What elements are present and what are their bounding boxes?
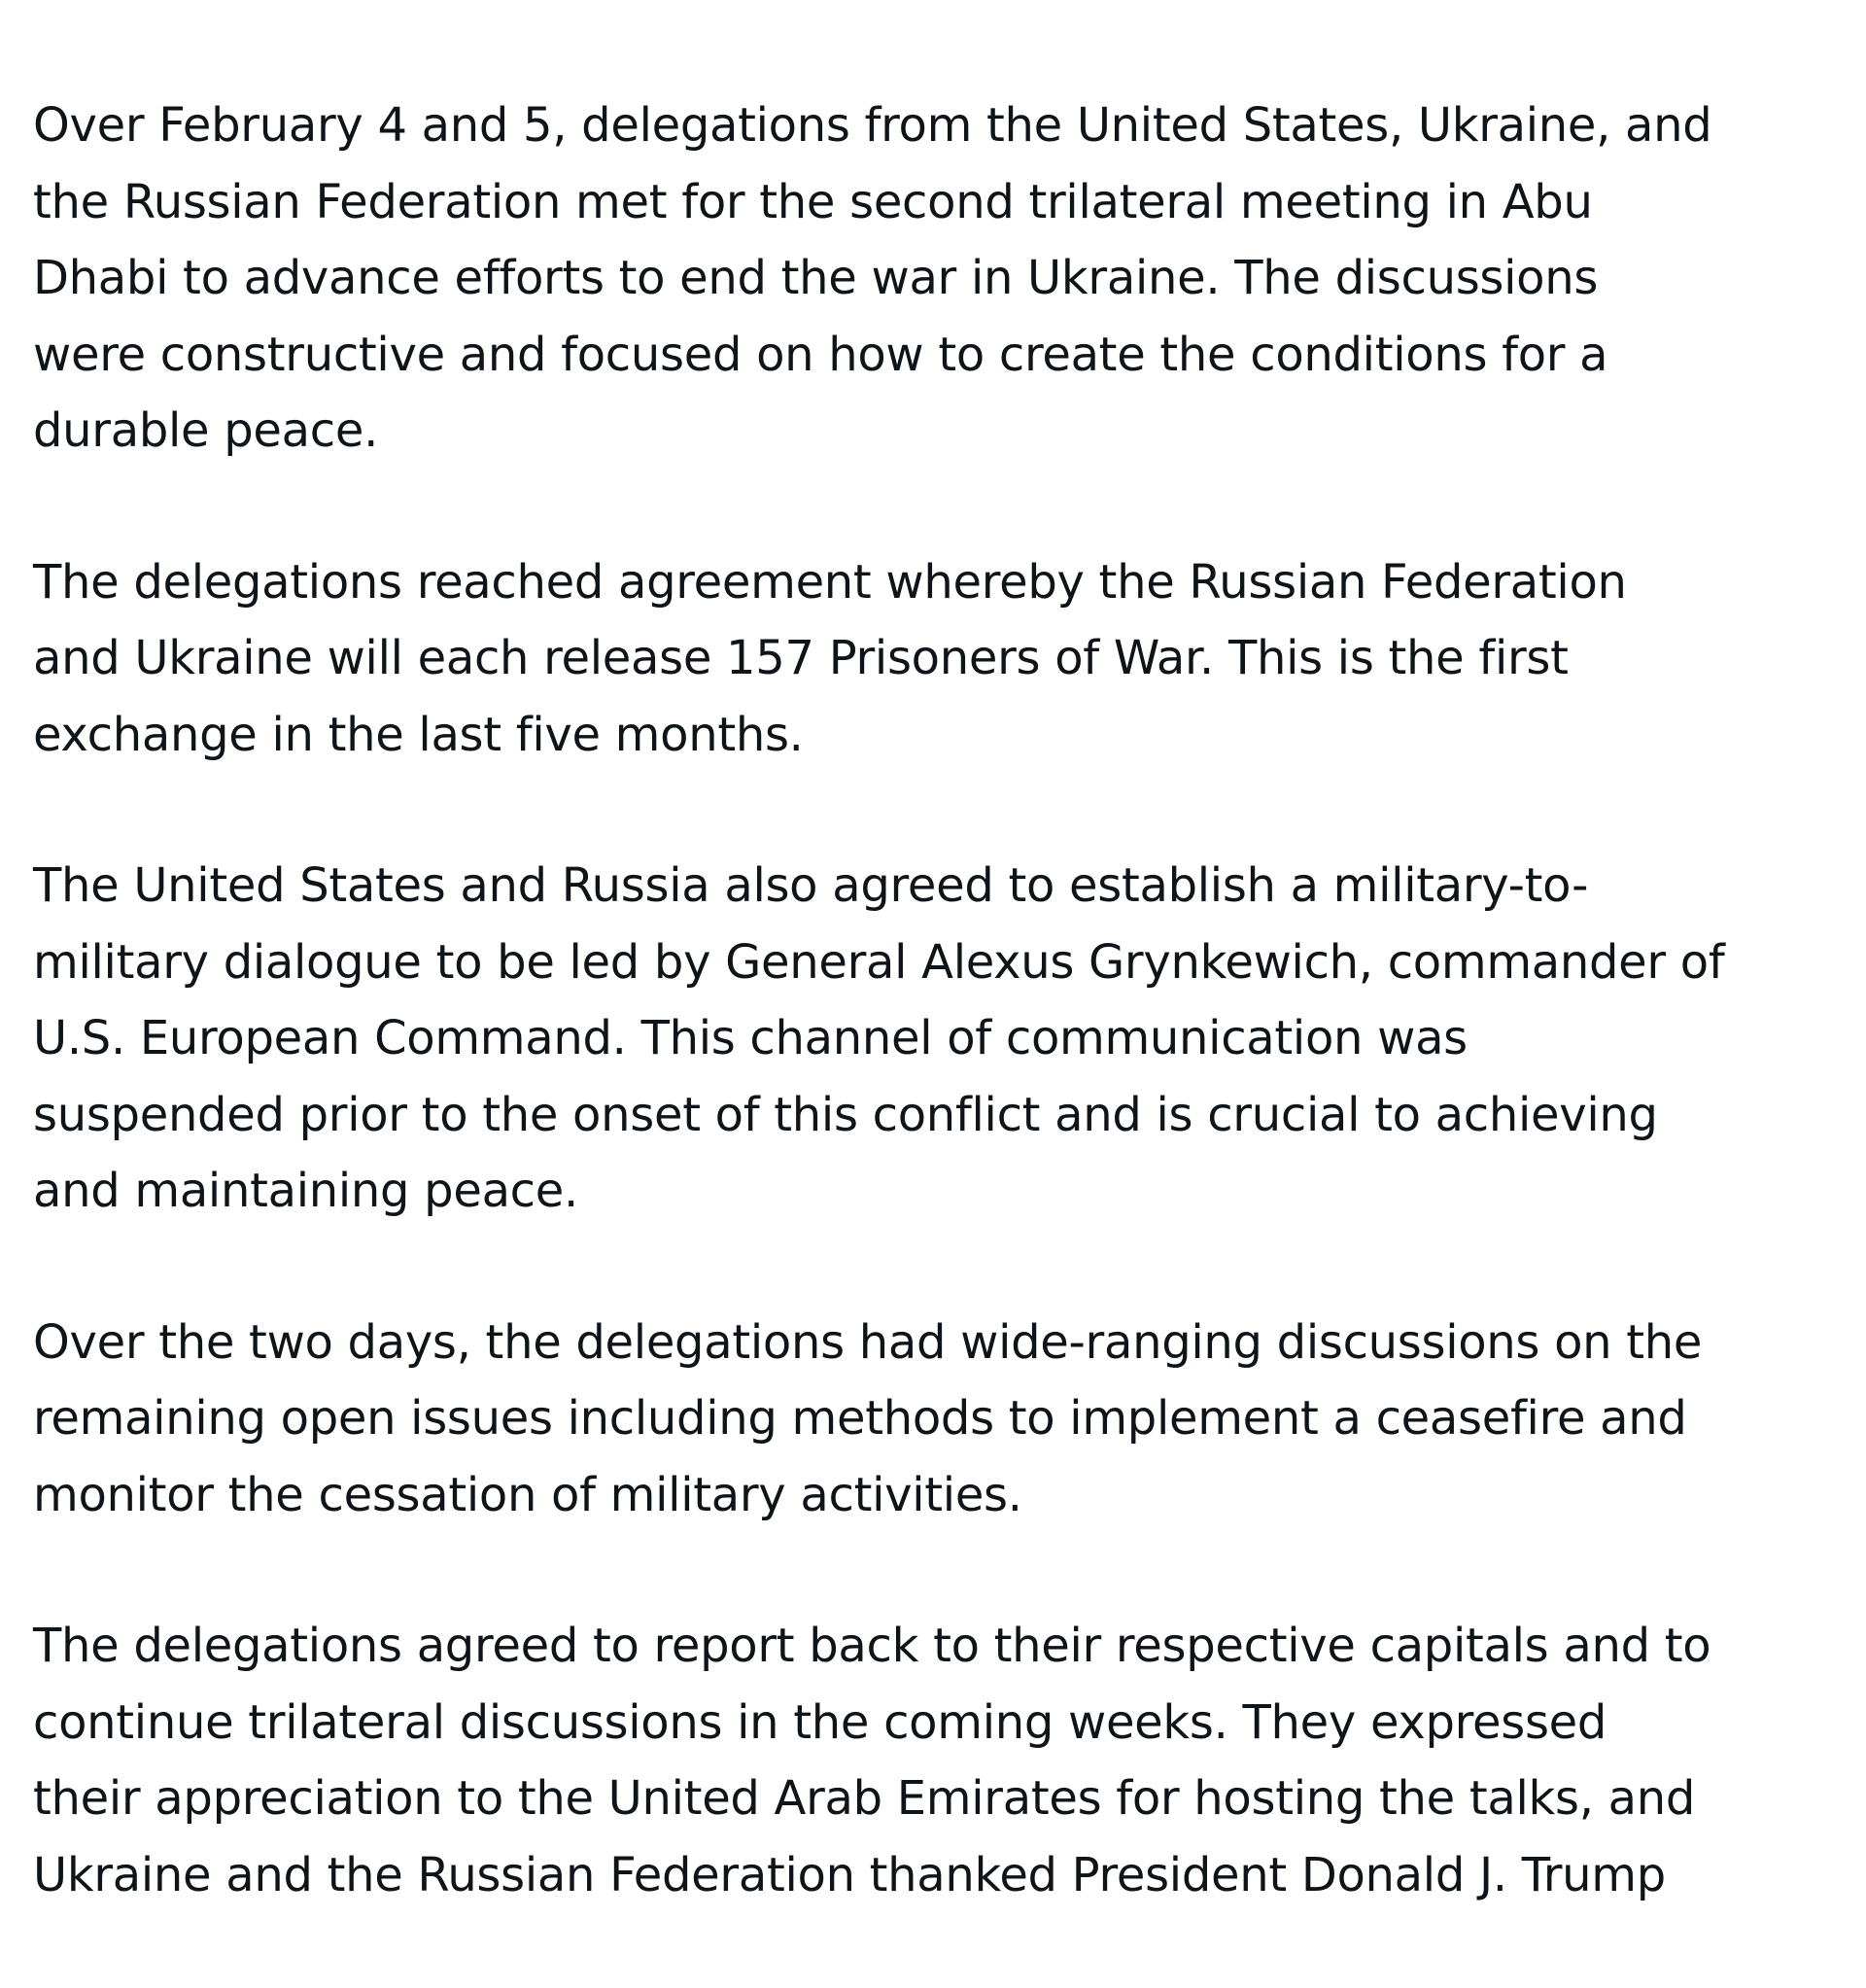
post-paragraph-2: The delegations reached agreement whereby the Russian Federation and Ukraine will each release 157 Prisoners of War. This is the first exchange in the last five months. — [33, 554, 1627, 762]
post-paragraph-4: Over the two days, the delegations had wide-ranging discussions on the remaining open issues including methods to implement a ceasefire and monitor the cessation of military activities. — [33, 1314, 1703, 1522]
post-paragraph-1: Over February 4 and 5, delegations from the United States, Ukraine, and the Russian Federation met for the second trilateral meeting in Abu Dhabi to advance efforts to end the war in Ukraine. The discussions were constructive and focused on how to create the conditions for a durable peace. — [33, 98, 1712, 458]
post-paragraph-5: The delegations agreed to report back to their respective capitals and to continue trilateral discussions in the coming weeks. They expressed their appreciation to the United Arab Emirates for hosting the talks, and Ukraine and the Russian Federation thanked President Donald J. Trump — [33, 1619, 1711, 1902]
post-body — [33, 87, 1850, 1988]
post-paragraph-3: The United States and Russia also agreed to establish a military-to- military dialogue to be led by General Alexus Grynkewich, commander of U.S. European Command. This channel of communication was suspended prior to the onset of this conflict and is crucial to achieving and maintaining peace. — [33, 858, 1725, 1218]
